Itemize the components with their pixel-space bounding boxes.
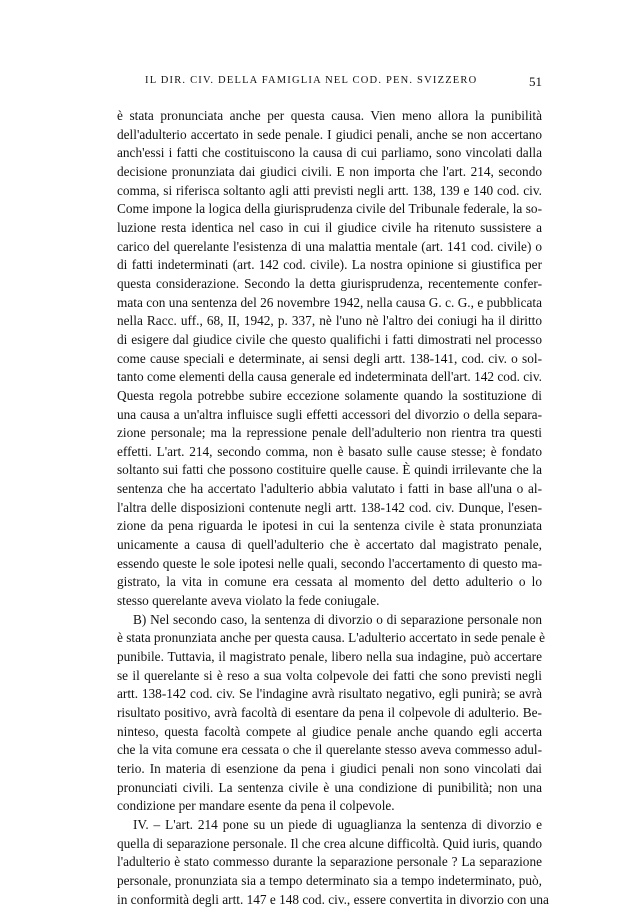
text-line: personale, pronunziata sia a tempo determinato sia a tempo indeterminato, può,	[117, 872, 542, 888]
text-line: punibile. Tuttavia, il magistrato penale, libero nella sua indagine, può accertare	[117, 649, 542, 665]
page-header	[117, 75, 542, 91]
text-line: condizione per mandare esente da pena il colpevole.	[117, 798, 395, 814]
text-line: IV. – L'art. 214 pone su un piede di uguaglianza la sentenza di divorzio e	[133, 816, 542, 832]
text-line: una causa a un'altra influisce sugli effetti accessori del divorzio o della separa-	[117, 406, 542, 422]
text-line: Come impone la logica della giurisprudenza civile del Tribunale federale, la so-	[117, 201, 542, 217]
text-line: comma, si riferisca soltanto agli atti previsti negli artt. 138, 139 e 140 cod. civ.	[117, 182, 542, 198]
text-line: carico del querelante l'esistenza di una malattia mentale (art. 141 cod. civile) o	[117, 238, 542, 254]
text-line: zione personale; ma la repressione penale dell'adulterio non rientra tra questi	[117, 425, 542, 441]
text-line: di esigere dal giudice civile che questo qualifichi i fatti dimostrati nel processo	[117, 331, 542, 347]
text-line: in conformità degli artt. 147 e 148 cod. civ., essere convertita in divorzio con una	[117, 891, 549, 907]
text-line: l'altra delle disposizioni contenute negli artt. 138-142 cod. civ. Dunque, l'esen-	[117, 499, 542, 515]
text-line: sentenza che ha accertato l'adulterio abbia valutato i fatti in base all'una o al-	[117, 481, 542, 497]
text-line: dell'adulterio accertato in sede penale. I giudici penali, anche se non accertano	[117, 126, 542, 142]
text-line: gistrato, la vita in comune era cessata al momento del detto adulterio o lo	[117, 574, 542, 590]
text-line: questa considerazione. Secondo la detta giurisprudenza, recentemente confer-	[117, 275, 542, 291]
text-line: ninteso, questa facoltà compete al giudice penale anche quando egli accerta	[117, 723, 542, 739]
text-line: pronunciati civili. La sentenza civile è una condizione di punibilità; non una	[117, 779, 542, 795]
running-title: IL DIR. CIV. DELLA FAMIGLIA NEL COD. PEN. SVIZZERO	[145, 75, 478, 86]
text-line: di fatti indeterminati (art. 142 cod. civile). La nostra opinione si giustifica per	[117, 257, 542, 273]
text-line: come cause speciali e determinate, ai sensi degli artt. 138-141, cod. civ. o sol-	[117, 350, 542, 366]
text-line: stesso querelante aveva violato la fede coniugale.	[117, 593, 380, 609]
page-number: 51	[529, 74, 542, 89]
text-line: l'adulterio è stato commesso durante la separazione personale ? La separazione	[117, 854, 542, 870]
text-line: è stata pronunciata anche per questa causa. Vien meno allora la punibilità	[117, 108, 542, 123]
text-line: luzione resta identica nel caso in cui il giudice civile ha ritenuto sussistere a	[117, 219, 542, 235]
text-line: tanto come elementi della causa generale ed indeterminata dell'art. 142 cod. civ.	[117, 369, 542, 385]
text-line: che la vita comune era cessata o che il querelante stesso aveva commesso adul-	[117, 742, 542, 758]
text-line: artt. 138-142 cod. civ. Se l'indagine avrà risultato negativo, egli punirà; se avrà	[117, 686, 542, 702]
text-line: effetti. L'art. 214, secondo comma, non è basato sulle cause stesse; è fondato	[117, 443, 542, 459]
text-line: anch'essi i fatti che costituiscono la causa di cui parliamo, sono vincolati dalla	[117, 145, 542, 161]
text-line: zione da pena riguarda le ipotesi in cui la sentenza civile è stata pronunziata	[117, 518, 542, 534]
text-line: decisione pronunziata dai giudici civili. E non importa che l'art. 214, secondo	[117, 163, 542, 179]
text-line: è stata pronunziata anche per questa causa. L'adulterio accertato in sede penale è	[117, 630, 546, 646]
text-line: terio. In materia di esenzione da pena i giudici penali non sono vincolati dai	[117, 760, 542, 776]
text-line: Questa regola potrebbe subire eccezione solamente quando la sostituzione di	[117, 387, 542, 403]
text-line: quella di separazione personale. Il che crea alcune difficoltà. Quid iuris, quando	[117, 835, 542, 851]
text-line: essendo queste le sole ipotesi nelle quali, secondo l'accertamento di questo ma-	[117, 555, 542, 571]
text-line: risultato positivo, avrà facoltà di esentare da pena il colpevole di adulterio. Be-	[117, 705, 542, 720]
text-line: soltanto sui fatti che possono costituire quelle cause. È quindi irrilevante che la	[117, 462, 542, 478]
text-line: unicamente a causa di quell'adulterio che è accertato dal magistrato penale,	[117, 537, 542, 553]
body-text	[117, 107, 549, 909]
text-line: se il querelante si è reso a sua volta colpevole dei fatti che sono previsti negli	[117, 667, 542, 683]
text-line: B) Nel secondo caso, la sentenza di divorzio o di separazione personale non	[133, 611, 542, 627]
text-line: mata con una sentenza del 26 novembre 1942, nella causa G. c. G., e pubblicata	[117, 294, 542, 310]
text-line: nella Racc. uff., 68, II, 1942, p. 337, nè l'uno nè l'altro dei coniugi ha il diritto	[117, 313, 542, 329]
